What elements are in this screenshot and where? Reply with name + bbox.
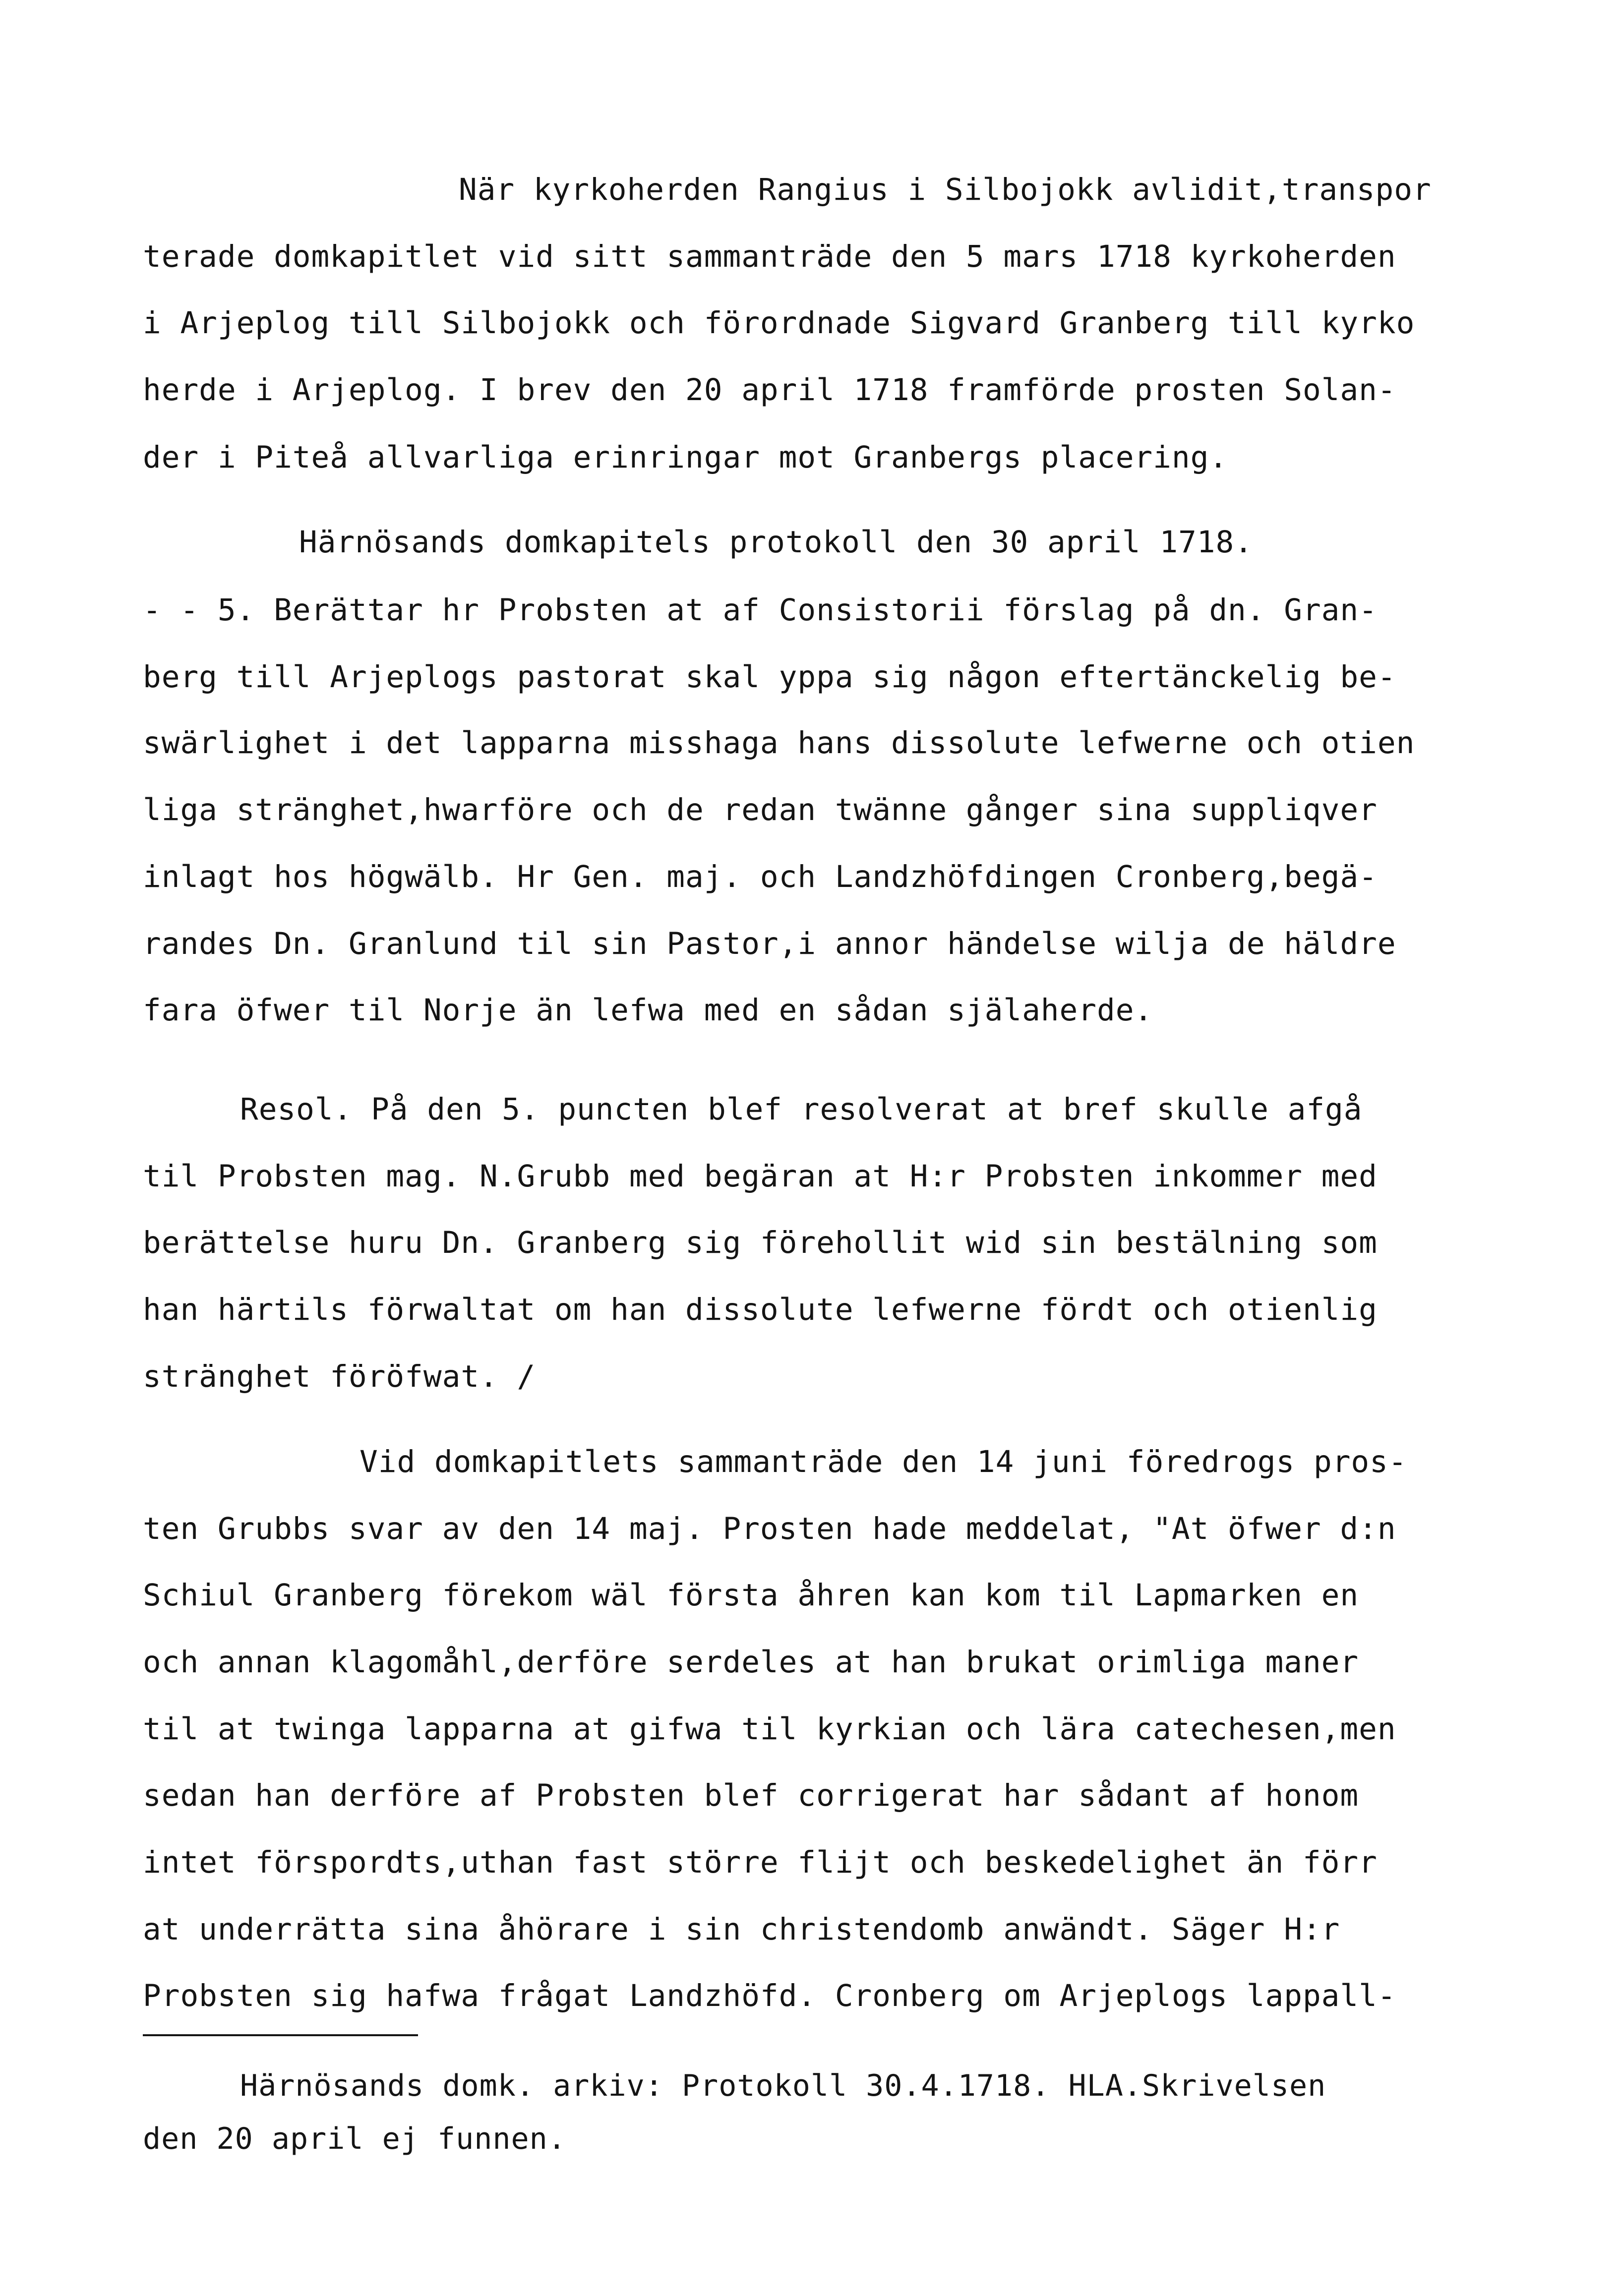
meeting-line: til at twinga lapparna at gifwa til kyrkian och lära catechesen,men bbox=[143, 1711, 1396, 1747]
protocol-line: fara öfwer til Norje än lefwa med en sådan själaherde. bbox=[143, 993, 1153, 1028]
intro-line: i Arjeplog till Silbojokk och förordnade Sigvard Granberg till kyrko bbox=[143, 305, 1415, 341]
intro-line: terade domkapitlet vid sitt sammanträde den 5 mars 1718 kyrkoherden bbox=[143, 239, 1396, 274]
intro-line: der i Piteå allvarliga erinringar mot Granbergs placering. bbox=[143, 440, 1228, 475]
footnote-line: den 20 april ej funnen. bbox=[143, 2121, 566, 2156]
meeting-line: sedan han derföre af Probsten blef corrigerat har sådant af honom bbox=[143, 1778, 1359, 1813]
intro-line: När kyrkoherden Rangius i Silbojokk avlidit,transpor bbox=[459, 172, 1432, 207]
footnote-line: Härnösands domk. arkiv: Protokoll 30.4.1718. HLA.Skrivelsen bbox=[240, 2068, 1326, 2103]
intro-line: herde i Arjeplog. I brev den 20 april 1718 framförde prosten Solan- bbox=[143, 372, 1396, 408]
protocol-line: - - 5. Berättar hr Probsten at af Consistorii förslag på dn. Gran- bbox=[143, 592, 1378, 628]
protocol-line: inlagt hos högwälb. Hr Gen. maj. och Landzhöfdingen Cronberg,begä- bbox=[143, 859, 1378, 894]
resolution-line: han härtils förwaltat om han dissolute lefwerne fördt och otienlig bbox=[143, 1292, 1378, 1327]
protocol-heading: Härnösands domkapitels protokoll den 30 april 1718. bbox=[299, 525, 1253, 560]
meeting-line: och annan klagomåhl,derföre serdeles at han brukat orimliga maner bbox=[143, 1645, 1359, 1680]
resolution-line: berättelse huru Dn. Granberg sig förehollit wid sin bestälning som bbox=[143, 1225, 1378, 1260]
meeting-line: intet förspordts,uthan fast större flijt och beskedelighet än förr bbox=[143, 1845, 1378, 1880]
meeting-line: Vid domkapitlets sammanträde den 14 juni föredrogs pros- bbox=[360, 1444, 1407, 1479]
meeting-line: at underrätta sina åhörare i sin christendomb anwändt. Säger H:r bbox=[143, 1912, 1340, 1947]
meeting-line: Probsten sig hafwa frågat Landzhöfd. Cronberg om Arjeplogs lappall- bbox=[143, 1978, 1396, 2013]
protocol-line: swärlighet i det lapparna misshaga hans dissolute lefwerne och otien bbox=[143, 725, 1415, 761]
resolution-line: til Probsten mag. N.Grubb med begäran at H:r Probsten inkommer med bbox=[143, 1159, 1378, 1194]
protocol-line: randes Dn. Granlund til sin Pastor,i annor händelse wilja de häldre bbox=[143, 926, 1396, 961]
protocol-line: liga stränghet,hwarföre och de redan twänne gånger sina suppliqver bbox=[143, 792, 1378, 827]
resolution-line: stränghet föröfwat. / bbox=[143, 1359, 536, 1394]
protocol-line: berg till Arjeplogs pastorat skal yppa sig någon eftertänckelig be- bbox=[143, 659, 1396, 695]
meeting-line: ten Grubbs svar av den 14 maj. Prosten hade meddelat, "At öfwer d:n bbox=[143, 1511, 1396, 1546]
footnote-separator bbox=[143, 2034, 418, 2036]
resolution-line: Resol. På den 5. puncten blef resolverat at bref skulle afgå bbox=[240, 1092, 1363, 1127]
meeting-line: Schiul Granberg förekom wäl första åhren kan kom til Lapmarken en bbox=[143, 1578, 1359, 1613]
